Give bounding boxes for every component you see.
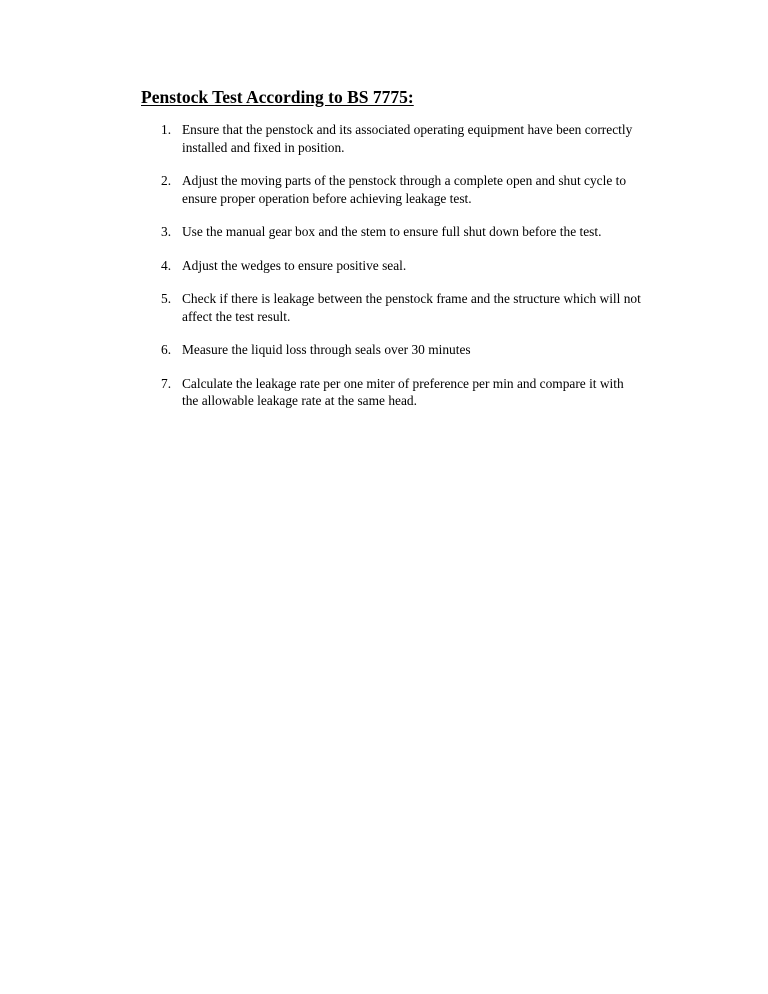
step-number: 6. xyxy=(161,342,172,357)
step-number: 7. xyxy=(161,375,172,391)
step-item-6 xyxy=(161,341,641,359)
step-text: Adjust the wedges to ensure positive seal. xyxy=(182,257,407,273)
step-number: 4. xyxy=(161,257,172,273)
step-text: Calculate the leakage rate per one miter of preference per min and compare it with the allowable leakage rate at the same head. xyxy=(182,375,624,408)
step-number: 2. xyxy=(161,173,172,188)
step-text: Ensure that the penstock and its associated operating equipment have been correctly installed and fixed in position. xyxy=(182,122,633,155)
step-item-1 xyxy=(161,121,641,156)
step-number: 1. xyxy=(161,122,172,137)
step-item-3 xyxy=(161,223,641,241)
step-item-4 xyxy=(161,257,641,275)
step-text: Use the manual gear box and the stem to ensure full shut down before the test. xyxy=(182,224,602,239)
procedure-steps-list xyxy=(161,121,641,426)
document-title: Penstock Test According to BS 7775: xyxy=(141,87,414,107)
step-text: Measure the liquid loss through seals over 30 minutes xyxy=(182,342,471,357)
step-text: Adjust the moving parts of the penstock through a complete open and shut cycle to ensure proper operation before achieving leakage test. xyxy=(182,173,627,206)
step-number: 5. xyxy=(161,291,172,306)
step-number: 3. xyxy=(161,224,172,239)
step-text: Check if there is leakage between the penstock frame and the structure which will not affect the test result. xyxy=(182,291,641,324)
step-item-7 xyxy=(161,375,641,410)
step-item-2 xyxy=(161,172,641,207)
step-item-5 xyxy=(161,290,641,325)
